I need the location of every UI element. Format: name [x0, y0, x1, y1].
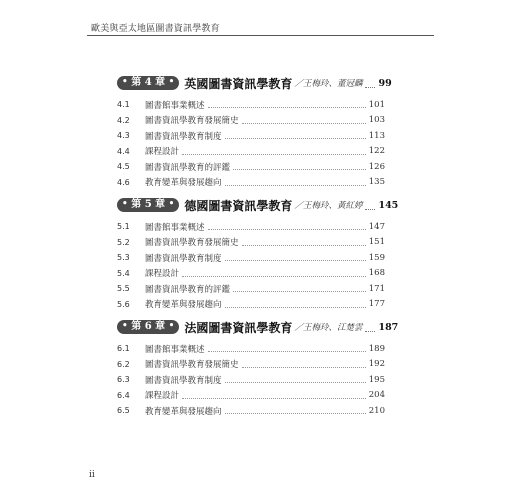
dot-leader	[233, 163, 366, 170]
section-title: 圖書館事業概述	[145, 100, 205, 111]
section-title: 課程設計	[145, 147, 180, 158]
toc-entry[interactable]	[117, 128, 385, 144]
chapter-badge: • 第 4 章 •	[117, 76, 179, 90]
chapter-badge: • 第 6 章 •	[117, 320, 179, 334]
dot-leader	[182, 392, 366, 399]
chapter-authors: ／王梅玲、江楚雲	[294, 323, 363, 333]
toc-entry[interactable]	[117, 357, 385, 373]
section-page: 168	[368, 268, 385, 279]
section-number: 5.1	[117, 222, 130, 232]
toc-entry[interactable]	[117, 235, 385, 251]
section-title: 圖書資訊學教育制度	[145, 131, 222, 142]
section-title: 教育變革與發展趨向	[145, 300, 222, 311]
section-title: 圖書資訊學教育制度	[145, 253, 222, 264]
section-number: 6.1	[117, 344, 130, 354]
section-number: 4.1	[117, 100, 130, 110]
page-number: ii	[89, 470, 95, 480]
section-page: 113	[368, 130, 385, 141]
section-number: 4.3	[117, 131, 130, 141]
section-title: 圖書館事業概述	[145, 222, 205, 233]
section-page: 135	[368, 177, 385, 188]
section-number: 6.4	[117, 390, 130, 400]
dot-leader	[365, 201, 375, 210]
dot-leader	[225, 254, 366, 261]
section-title: 圖書資訊學教育的評鑑	[145, 162, 231, 173]
toc-entry[interactable]	[117, 341, 385, 357]
section-list	[117, 97, 385, 190]
chapter-page: 145	[378, 199, 399, 211]
dot-leader	[208, 345, 366, 352]
chapter-badge: • 第 5 章 •	[117, 198, 179, 212]
toc-entry[interactable]	[117, 250, 385, 266]
toc-entry[interactable]	[117, 281, 385, 297]
section-number: 4.2	[117, 115, 130, 125]
chapter-title: 英國圖書資訊學教育	[184, 76, 293, 91]
dot-leader	[233, 285, 366, 292]
section-title: 圖書資訊學教育制度	[145, 375, 222, 386]
header-rule	[87, 35, 434, 36]
section-title: 教育變革與發展趨向	[145, 406, 222, 417]
section-title: 圖書館事業概述	[145, 344, 205, 355]
toc-entry[interactable]	[117, 219, 385, 235]
section-page: 126	[368, 161, 385, 172]
section-number: 5.5	[117, 284, 130, 294]
section-number: 4.5	[117, 162, 130, 172]
section-list	[117, 341, 385, 419]
toc-entry[interactable]	[117, 113, 385, 129]
chapter-heading[interactable]	[117, 318, 399, 336]
section-page: 151	[368, 237, 385, 248]
section-page: 210	[368, 405, 385, 416]
dot-leader	[225, 179, 366, 186]
section-page: 192	[368, 359, 385, 370]
dot-leader	[242, 117, 366, 124]
running-head: 歐美與亞太地區圖書資訊學教育	[91, 24, 220, 34]
dot-leader	[182, 270, 366, 277]
section-page: 122	[368, 146, 385, 157]
chapter-page: 99	[378, 77, 392, 89]
section-page: 177	[368, 299, 385, 310]
dot-leader	[208, 101, 366, 108]
section-title: 課程設計	[145, 391, 180, 402]
toc-entry[interactable]	[117, 297, 385, 313]
chapter-4	[117, 74, 392, 190]
toc-entry[interactable]	[117, 175, 385, 191]
section-number: 6.5	[117, 406, 130, 416]
section-page: 204	[368, 390, 385, 401]
section-number: 5.4	[117, 268, 130, 278]
toc-entry[interactable]	[117, 266, 385, 282]
chapter-title: 德國圖書資訊學教育	[184, 198, 293, 213]
toc-entry[interactable]	[117, 388, 385, 404]
section-number: 5.6	[117, 299, 130, 309]
dot-leader	[242, 239, 366, 246]
dot-leader	[365, 79, 375, 88]
section-list	[117, 219, 385, 312]
chapter-page: 187	[378, 321, 399, 333]
section-number: 5.2	[117, 237, 130, 247]
dot-leader	[225, 301, 366, 308]
section-page: 171	[368, 283, 385, 294]
chapter-authors: ／王梅玲、董冠麟	[294, 79, 363, 89]
toc-entry[interactable]	[117, 144, 385, 160]
dot-leader	[182, 148, 366, 155]
toc-entry[interactable]	[117, 97, 385, 113]
chapter-heading[interactable]	[117, 196, 399, 214]
chapter-5	[117, 196, 399, 312]
section-page: 101	[368, 99, 385, 110]
chapter-6	[117, 318, 399, 419]
section-page: 103	[368, 115, 385, 126]
chapter-title: 法國圖書資訊學教育	[184, 320, 293, 335]
dot-leader	[225, 376, 366, 383]
section-page: 189	[368, 343, 385, 354]
section-number: 5.3	[117, 253, 130, 263]
toc-entry[interactable]	[117, 403, 385, 419]
section-number: 6.2	[117, 359, 130, 369]
chapter-authors: ／王梅玲、黃紅婷	[294, 201, 363, 211]
section-title: 圖書資訊學教育發展簡史	[145, 360, 239, 371]
section-number: 4.4	[117, 146, 130, 156]
dot-leader	[225, 132, 366, 139]
section-title: 課程設計	[145, 269, 180, 280]
dot-leader	[225, 407, 366, 414]
section-title: 圖書資訊學教育發展簡史	[145, 116, 239, 127]
dot-leader	[208, 223, 366, 230]
dot-leader	[365, 323, 375, 332]
section-title: 圖書資訊學教育的評鑑	[145, 284, 231, 295]
toc-entry[interactable]	[117, 372, 385, 388]
section-number: 4.6	[117, 177, 130, 187]
section-title: 圖書資訊學教育發展簡史	[145, 238, 239, 249]
chapter-heading[interactable]	[117, 74, 392, 92]
section-page: 147	[368, 221, 385, 232]
dot-leader	[242, 361, 366, 368]
section-page: 195	[368, 374, 385, 385]
toc-entry[interactable]	[117, 159, 385, 175]
section-page: 159	[368, 252, 385, 263]
section-number: 6.3	[117, 375, 130, 385]
section-title: 教育變革與發展趨向	[145, 178, 222, 189]
